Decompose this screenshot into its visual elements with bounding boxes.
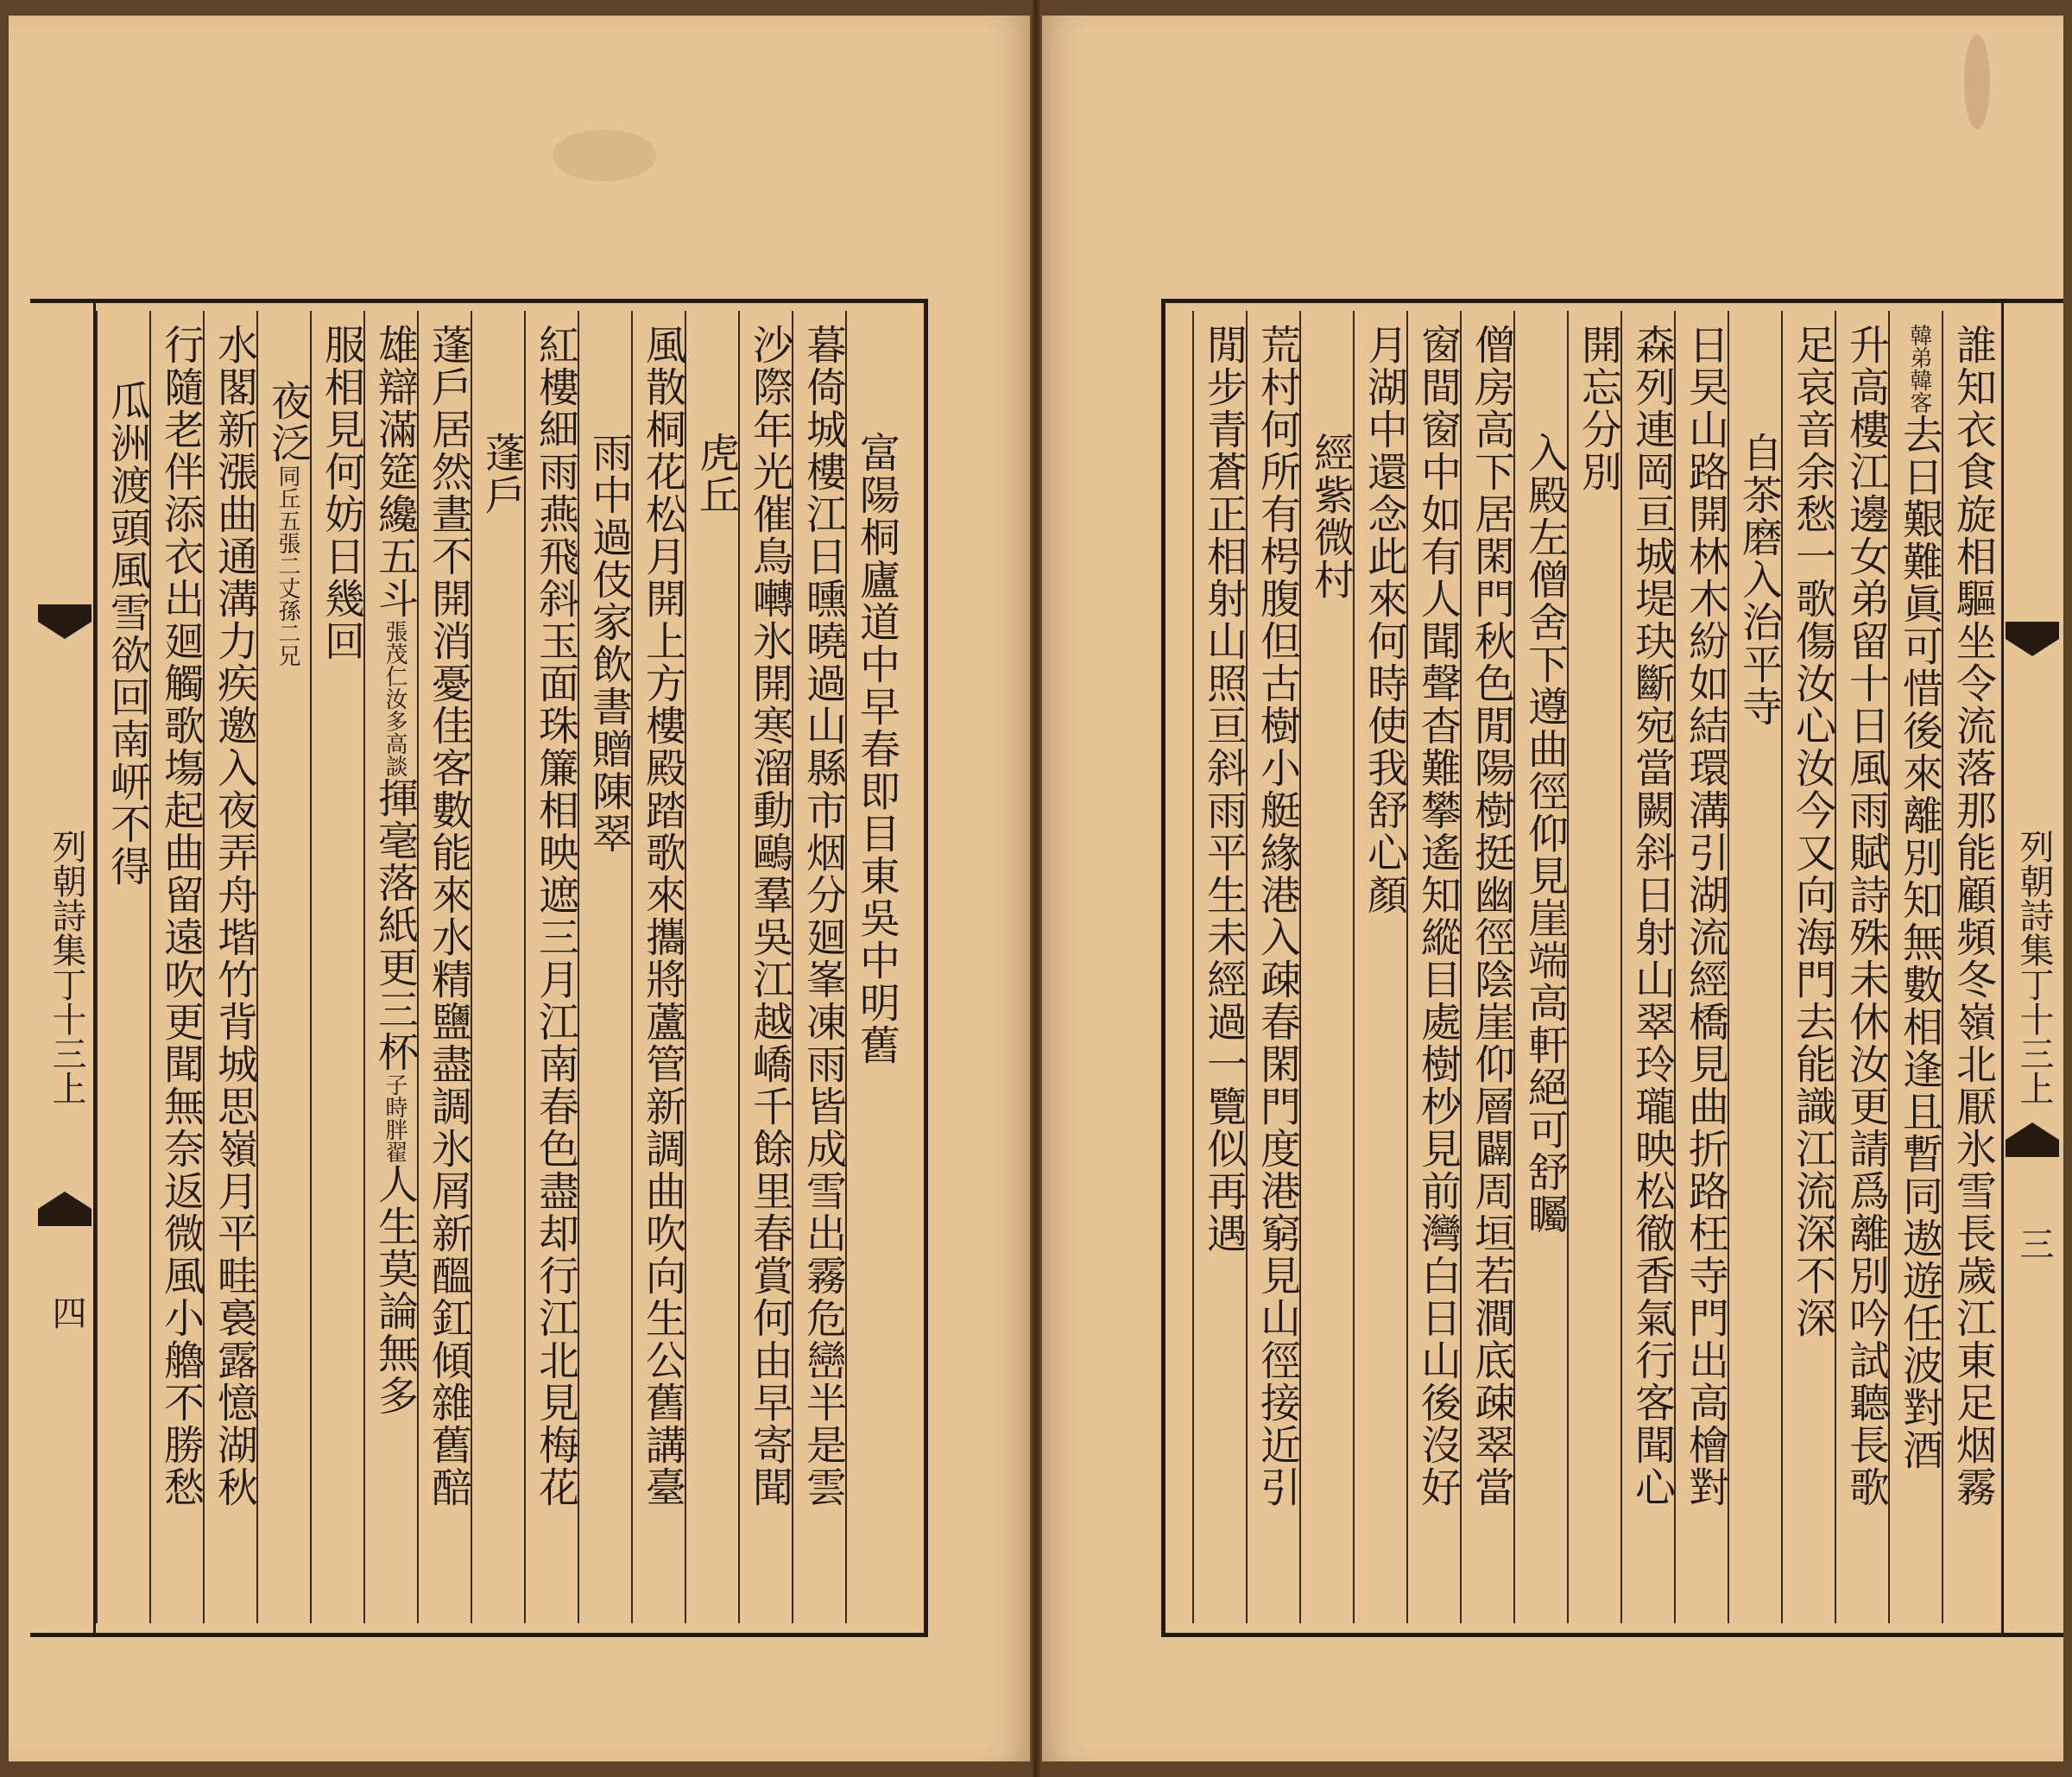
- book-gutter: [1030, 0, 1042, 1777]
- column-text: 入殿左僧舍下遵曲徑仰見崖端高軒絕可舒矚: [1521, 432, 1569, 1236]
- text-column: [1893, 324, 1945, 1471]
- column-text: 富陽桐廬道中早春即目東吳中明舊: [853, 432, 900, 1066]
- text-column: [208, 324, 260, 1508]
- text-column: [155, 324, 206, 1508]
- column-text: 行隨老伴添衣出廻觸歌塲起曲留遠吹更聞無奈返微風小艪不勝愁: [157, 324, 205, 1508]
- column-rule: [1192, 311, 1194, 1623]
- column-text: 月湖中還念此來何時使我舒心顏: [1361, 324, 1408, 916]
- text-column: [1840, 324, 1892, 1508]
- text-column: [1786, 324, 1838, 1339]
- text-column: [1412, 324, 1463, 1508]
- text-column: [262, 380, 313, 667]
- text-column: [1465, 324, 1517, 1508]
- text-column: [1519, 432, 1570, 1236]
- text-column: [1947, 324, 1999, 1508]
- column-text: 人生莫論無多: [371, 1163, 419, 1417]
- annotation-text: 張茂仁汝多高談: [382, 620, 407, 777]
- right-fold-title: 列朝詩集丁十三上: [2014, 829, 2054, 1105]
- column-text: 日旲山路開林木紛如結環溝引湖流經橋見曲折路枉寺門出高檜對: [1682, 324, 1729, 1508]
- right-fold-rule: [2001, 303, 2004, 1633]
- column-text: 紅樓細雨燕飛斜玉面珠簾相映遮三月江南春色盡却行江北見梅花: [532, 324, 579, 1508]
- text-column: [850, 432, 902, 1066]
- text-column: [369, 324, 420, 1417]
- column-text: 去日艱難眞可惜後來離別知無數相逢且暫同遨遊任波對酒: [1896, 414, 1943, 1471]
- column-text: 服相見何妨日幾回: [318, 324, 365, 662]
- column-text: 森列連岡亘城堤玦斷宛當闕斜日射山翠玲瓏映松徹香氣行客聞心: [1628, 324, 1676, 1508]
- column-text: 水閣新漲曲通溝力疾邀入夜弄舟堦竹背城思嶺月平畦裛露憶湖秋: [211, 324, 258, 1508]
- column-text: 暮倚城樓江日曛曉過山縣市烟分廻峯凍雨皆成雪出霧危巒半是雲: [799, 324, 847, 1508]
- column-text: 揮毫落紙更三杯: [371, 777, 419, 1073]
- text-column: [1679, 324, 1731, 1508]
- annotation-text: 子時胖翟: [382, 1073, 407, 1163]
- right-fishtail-top: [2006, 622, 2059, 656]
- column-text: 開忘分別: [1575, 324, 1622, 493]
- text-column: [529, 324, 581, 1508]
- text-column: [422, 324, 474, 1508]
- annotation-text: 韓弟韓客: [1906, 324, 1932, 414]
- left-fold-page-number: 四: [47, 1295, 86, 1330]
- text-column: [315, 324, 367, 662]
- left-fold-strip: [38, 311, 92, 1623]
- column-text: 誰知衣食旋相驅坐令流落那能顧頻冬嶺北厭氷雪長歲江東足烟霧: [1949, 324, 1997, 1508]
- column-text: 經紫微村: [1307, 432, 1355, 601]
- column-rule: [96, 311, 98, 1623]
- right-fold-strip: [2006, 311, 2059, 1623]
- paper-stain: [553, 130, 656, 181]
- column-text: 自茶磨入治平寺: [1735, 432, 1783, 728]
- column-text: 虎丘: [692, 432, 740, 516]
- column-text: 僧房高下居閑門秋色閒陽樹挺幽徑陰崖仰層闢周垣若澗底疎翠當: [1468, 324, 1515, 1508]
- text-column: [1197, 324, 1249, 1255]
- column-text: 雄辯滿筵纔五斗: [371, 324, 419, 620]
- column-text: 蓬戶: [478, 432, 526, 516]
- column-rule: [1620, 311, 1622, 1623]
- column-text: 蓬戶居然晝不開消憂佳客數能來水精鹽盡調氷屑新醞釭傾雜舊醅: [425, 324, 472, 1508]
- text-column: [1733, 432, 1785, 728]
- column-text: 瓜洲渡頭風雪欲回南岍不得: [104, 380, 151, 888]
- text-column: [636, 324, 688, 1508]
- text-column: [690, 432, 742, 516]
- column-text: 風散桐花松月開上方樓殿踏歌來攜將蘆管新調曲吹向生公舊講臺: [639, 324, 686, 1508]
- text-column: [797, 324, 849, 1508]
- column-text: 窗間窗中如有人聞聲杳難攀遙知縱目處樹杪見前灣白日山後沒好: [1414, 324, 1462, 1508]
- text-column: [1358, 324, 1410, 916]
- paper-stain: [1964, 35, 1990, 130]
- left-fishtail-bottom: [38, 1192, 92, 1226]
- left-fold-title: 列朝詩集丁十三上: [47, 829, 86, 1105]
- text-column: [1304, 432, 1356, 601]
- column-text: 沙際年光催鳥囀氷開寒溜動鷗羣吳江越嶠千餘里春賞何由早寄聞: [746, 324, 793, 1508]
- column-text: 雨中過伎家飲書贈陳翠: [585, 432, 633, 855]
- annotation-text: 同丘五張二丈孫二兄: [275, 465, 300, 667]
- left-fishtail-top: [38, 604, 92, 639]
- text-column: [476, 432, 527, 516]
- text-column: [1251, 324, 1303, 1508]
- column-text: 夜泛: [264, 380, 312, 465]
- text-column: [583, 432, 635, 855]
- text-column: [1572, 324, 1624, 493]
- column-text: 足哀音余愁一歌傷汝心汝今又向海門去能識江流深不深: [1789, 324, 1836, 1339]
- text-column: [1626, 324, 1677, 1508]
- right-fold-page-number: 三: [2014, 1226, 2054, 1261]
- column-text: 閒步青蒼正相射山照亘斜雨平生未經過一覽似再遇: [1200, 324, 1248, 1255]
- text-column: [101, 380, 153, 888]
- column-text: 荒村何所有枵腹但古樹小艇緣港入疎春閑門度港窮見山徑接近引: [1254, 324, 1301, 1508]
- column-text: 升高樓江邊女弟留十日風雨賦詩殊未休汝更請爲離別吟試聽長歌: [1842, 324, 1890, 1508]
- right-fishtail-bottom: [2006, 1122, 2059, 1157]
- text-column: [743, 324, 795, 1508]
